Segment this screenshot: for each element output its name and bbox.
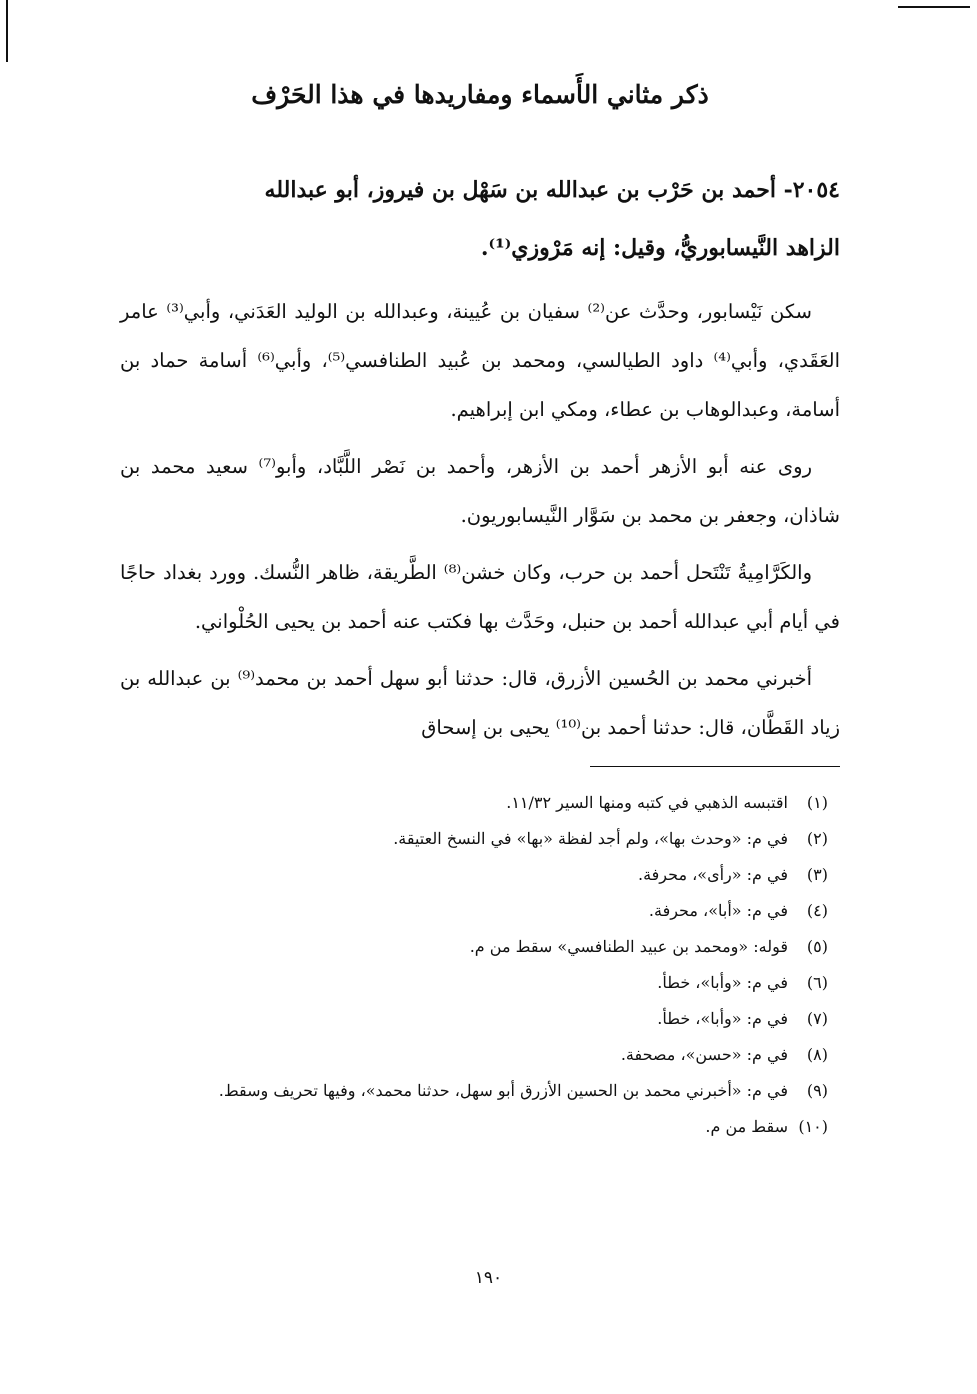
footnote-item [120,1109,840,1145]
footnote-number: (٥) [806,937,828,956]
footnote-item [120,965,840,1001]
footnote-text: سقط من م. [705,1117,788,1136]
footnote-item [120,857,840,893]
footnote-text: اقتبسه الذهبي في كتبه ومنها السير ١١/٣٢. [506,793,788,812]
entry-heading-line-2: الزاهد النَّيسابوريُّ، وقيل: إنه مَرْوزي⁽¹⁾. [480,235,840,261]
footnote-item [120,821,840,857]
footnote-text: قوله: «ومحمد بن عبيد الطنافسي» سقط من م. [469,937,788,956]
book-page [120,80,840,1145]
footnote-number: (٩) [806,1081,828,1100]
footnotes [120,785,840,1145]
page-number: ١٩٠ [474,1268,503,1288]
scan-edge-line-left [6,0,8,62]
paragraph-teachers: سكن نَيْسابور، وحدَّث عن⁽²⁾ سفيان بن عُيينة، وعبدالله بن الوليد العَدَني، وأبي⁽³⁾ عامر العَقَدي، وأبي⁽⁴⁾ داود الطيالسي، ومحمد بن عُبيد الطنافسي⁽⁵⁾، وأبي⁽⁶⁾ أسامة حماد بن أسامة، وعبدالوهاب بن عطاء، ومكي ابن إبراهيم. [120,300,840,421]
footnote-text: في م: «أخبرني محمد بن الحسين الأزرق أبو سهل، حدثنا محمد»، وفيها تحريف وسقط. [218,1081,788,1100]
paragraph-isnad: أخبرني محمد بن الحُسين الأزرق، قال: حدثنا أبو سهل أحمد بن محمد⁽⁹⁾ بن عبدالله بن زياد القَطَّان، قال: حدثنا أحمد بن⁽¹⁰⁾ يحيى بن إسحاق [120,667,840,739]
footnote-number: (٦) [806,973,828,992]
footnote-number: (٤) [806,901,828,920]
footnote-number: (١٠) [798,1117,828,1136]
footnote-text: في م: «حسن»، مصحفة. [620,1045,788,1064]
footnote-text: في م: «أبا»، محرفة. [648,901,788,920]
footnote-text: في م: «وحدث بها»، ولم أجد لفظة «بها» في النسخ العتيقة. [393,829,788,848]
entry-heading [120,161,840,277]
footnote-item [120,1073,840,1109]
footnote-item [120,785,840,821]
footnote-number: (٣) [806,865,828,884]
footnote-item [120,1001,840,1037]
footnote-text: في م: «وأبا»، خطأ. [657,1009,788,1028]
paragraph-narrators: روى عنه أبو الأزهر أحمد بن الأزهر، وأحمد بن نَصْر اللَّبَّاد، وأبو⁽⁷⁾ سعيد محمد بن شاذان، وجعفر بن محمد بن سَوَّار النَّيسابوريون. [120,455,840,527]
footnote-number: (٨) [806,1045,828,1064]
paragraph-karramiyya: والكَرَّامِيةُ تَنْتَحل أحمد بن حرب، وكان خشن⁽⁸⁾ الطَّريقة، ظاهر النُّسك. وورد بغداد حاجًا في أيام أبي عبدالله أحمد بن حنبل، وحَدَّث بها فكتب عنه أحمد بن يحيى الحُلْواني. [120,561,840,633]
footnote-number: (١) [806,793,828,812]
footnote-number: (٢) [806,829,828,848]
footnote-text: في م: «وأبا»، خطأ. [657,973,788,992]
entry-heading-line-1: ٢٠٥٤- أحمد بن حَرْب بن عبدالله بن سَهْل بن فيروز، أبو عبدالله [264,177,840,203]
footnote-number: (٧) [806,1009,828,1028]
scan-edge-line-top-right [898,6,970,8]
footnote-item [120,1037,840,1073]
footnote-item [120,893,840,929]
footnote-item [120,929,840,965]
footnote-text: في م: «رأى»، محرفة. [637,865,788,884]
footnote-separator [590,766,840,767]
section-heading: ذكر مثاني الأَسماء ومفاريدها في هذا الحَرْف [251,80,709,109]
